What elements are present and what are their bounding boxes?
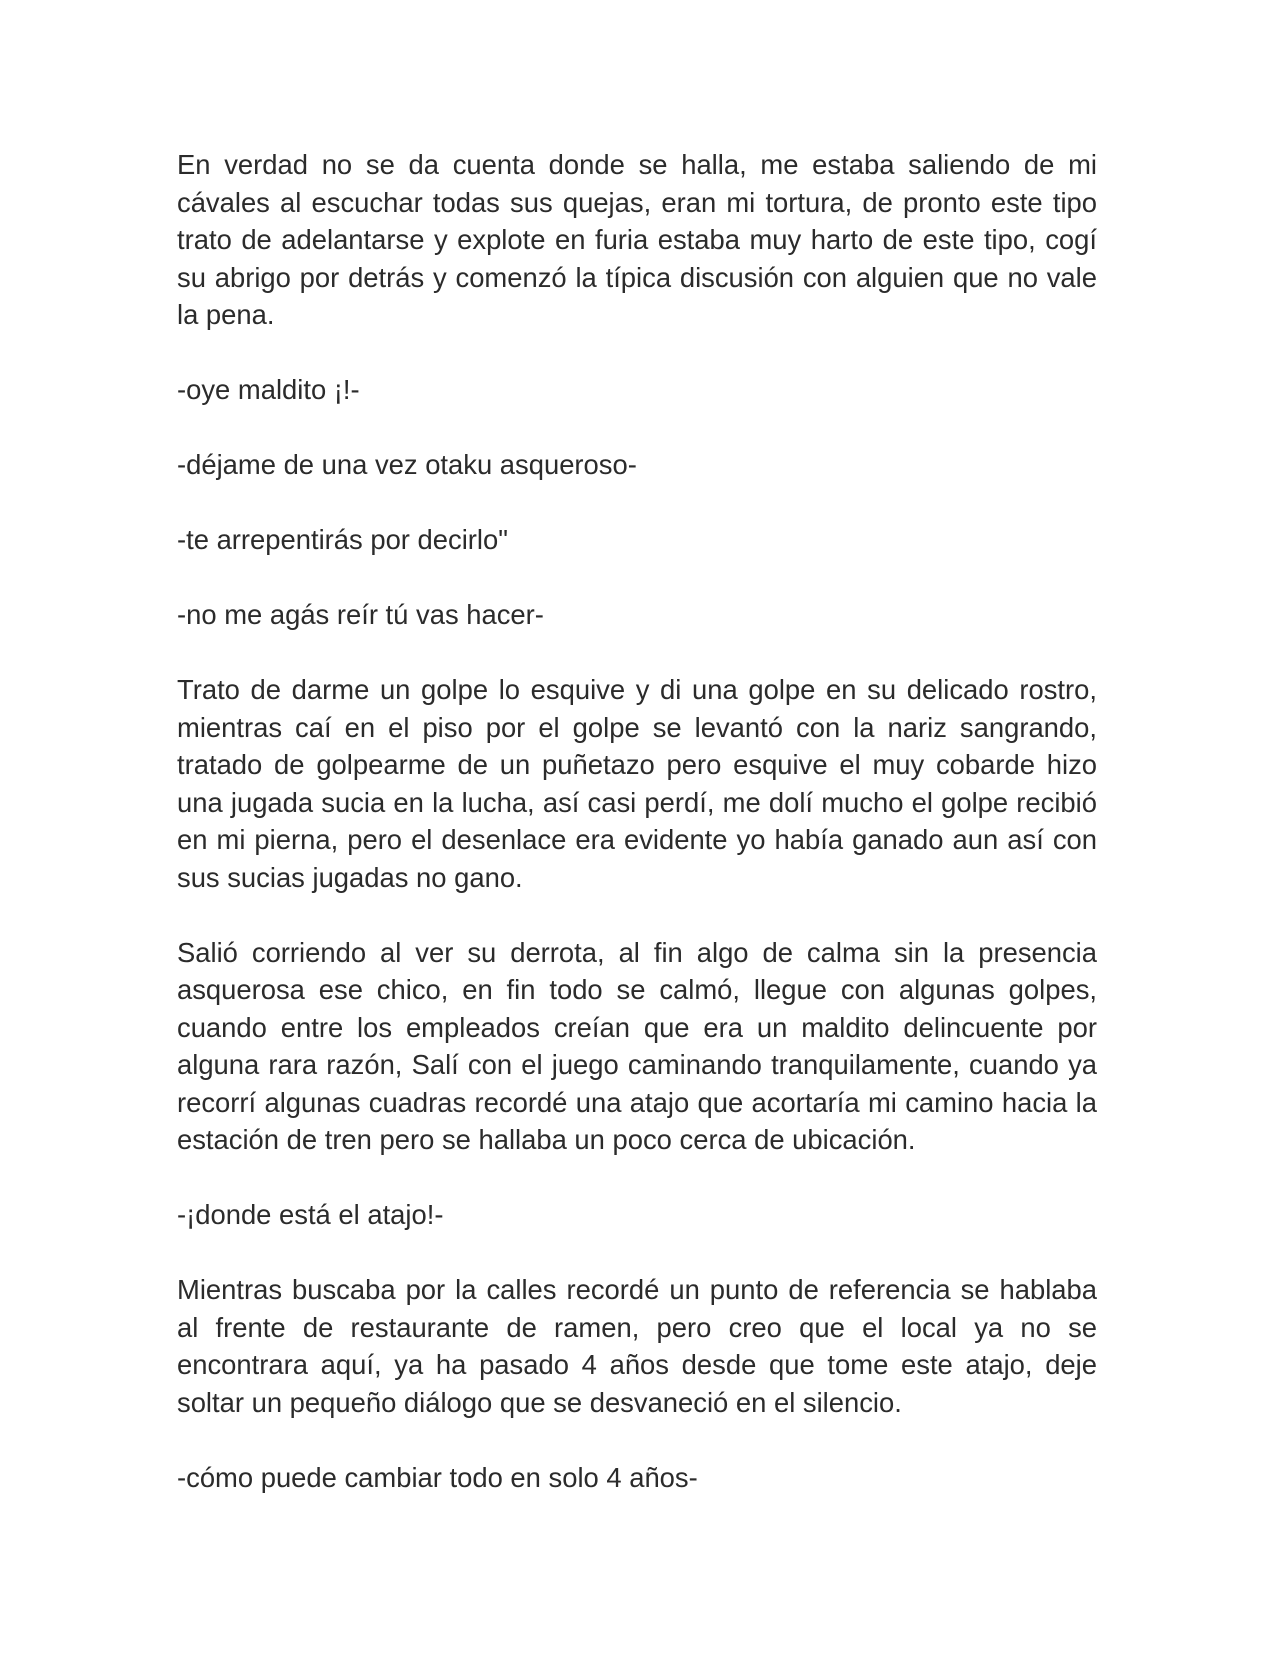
paragraph-dialogue: -cómo puede cambiar todo en solo 4 años- (177, 1461, 698, 1493)
paragraph-dialogue: -oye maldito ¡!- (177, 374, 360, 405)
paragraph-narration: Salió corriendo al ver su derrota, al fin algo de calma sin la presencia asquerosa ese chico, en fin todo se calmó, llegue con algunas golpes, cuando entre los empleados creían que era un maldito delincuente por alguna rara razón, Salí con el juego caminando tranquilamente, cuando ya recorrí algunas cuadras recordé una atajo que acortaría mi camino hacia la estación de tren pero se hallaba un poco cerca de ubicación. (177, 936, 1097, 1155)
paragraph-narration: Mientras buscaba por la calles recordé un punto de referencia se hablaba al frente de restaurante de ramen, pero creo que el local ya no se encontrara aquí, ya ha pasado 4 años desde que tome este atajo, deje soltar un pequeño diálogo que se desvaneció en el silencio. (177, 1274, 1097, 1418)
paragraph-dialogue: -¡donde está el atajo!- (177, 1199, 444, 1230)
paragraph-dialogue: -déjame de una vez otaku asqueroso- (177, 449, 637, 480)
paragraph-narration: En verdad no se da cuenta donde se halla, me estaba saliendo de mi cávales al escuchar todas sus quejas, eran mi tortura, de pronto este tipo trato de adelantarse y explote en furia estaba muy harto de este tipo, cogí su abrigo por detrás y comenzó la típica discusión con alguien que no vale la pena. (177, 149, 1097, 330)
paragraph-dialogue: -te arrepentirás por decirlo" (177, 524, 508, 555)
document-page (177, 146, 1097, 1534)
paragraph-dialogue: -no me agás reír tú vas hacer- (177, 599, 544, 630)
paragraph-narration: Trato de darme un golpe lo esquive y di una golpe en su delicado rostro, mientras caí en el piso por el golpe se levantó con la nariz sangrando, tratado de golpearme de un puñetazo pero esquive el muy cobarde hizo una jugada sucia en la lucha, así casi perdí, me dolí mucho el golpe recibió en mi pierna, pero el desenlace era evidente yo había ganado aun así con sus sucias jugadas no gano. (177, 674, 1097, 893)
